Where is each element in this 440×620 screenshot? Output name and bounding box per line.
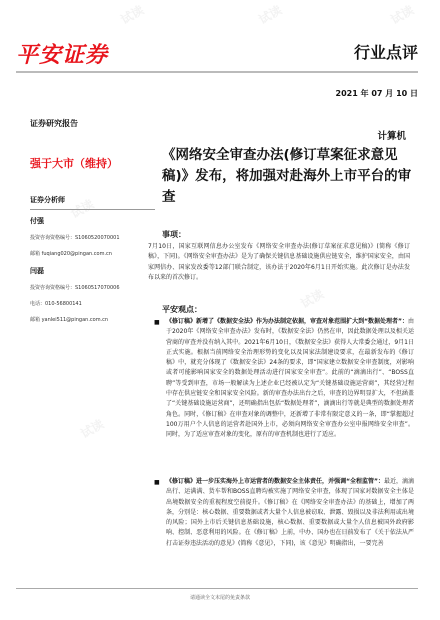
viewpoint-lead: 《修订稿》进一步压实海外上市运营者的数据安全主体责任，并强调“全程监管”：	[166, 478, 384, 485]
analyst-card	[30, 266, 150, 324]
watermark: 试读	[298, 286, 327, 311]
industry-rating: 强于大市（维持）	[30, 157, 118, 170]
footer-divider	[16, 588, 418, 589]
analyst-license: 投资咨询资格编号：S1060517070006	[30, 285, 120, 291]
viewpoint-paragraph	[166, 477, 414, 549]
watermark: 试读	[68, 196, 97, 221]
industry-label: 计算机	[377, 131, 406, 142]
disclaimer-note: 请通读全文末尾的免责条款	[189, 595, 250, 601]
watermark: 试读	[118, 2, 147, 27]
report-type: 证券研究报告	[30, 119, 78, 128]
events-paragraph: 7月10日，国家互联网信息办公室发布《网络安全审查办法(修订草案征求意见稿)》(简称《修订稿》，下同)。《网络安全审查办法》是为了确保关键信息基础设施供应链安全，维护国家安全，由国家网信办、国家发改委等12部门联合制定，该办法于2020年6月1日开始实施。此次修订是办法发布以来的首次修订。	[148, 243, 410, 281]
viewpoint-heading: 平安观点：	[162, 305, 202, 314]
viewpoint-lead: 《修订稿》新增了《数据安全法》作为办法制定依据，审查对象范围扩大到“数据处理者”：	[166, 318, 408, 325]
analyst-label: 证券分析师	[30, 196, 65, 204]
analyst-license: 投资咨询资格编号：S1060520070001	[30, 235, 120, 241]
document-type: 行业点评	[353, 43, 418, 62]
header-divider	[16, 71, 418, 73]
analyst-name: 付强	[30, 217, 44, 225]
report-headline: 《网络安全审查办法(修订草案征求意见稿)》发布，将加强对赴海外上市平台的审查	[162, 147, 412, 205]
analyst-divider	[30, 209, 155, 210]
watermark: 试读	[78, 416, 107, 441]
square-bullet-icon: ■	[154, 479, 160, 486]
analyst-card	[30, 216, 150, 258]
analyst-name: 闫磊	[30, 267, 44, 275]
viewpoint-paragraph	[166, 317, 414, 441]
analyst-email[interactable]: 邮箱 yanlei511@pingan.com.cn	[30, 317, 109, 323]
square-bullet-icon: ■	[154, 319, 160, 326]
brand-logo: 平安证券	[16, 43, 109, 68]
analyst-phone: 电话：010-56800141	[30, 301, 82, 307]
watermark: 试读	[338, 516, 367, 541]
watermark: 试读	[256, 2, 285, 27]
watermark: 试读	[388, 2, 417, 27]
report-date: 2021 年 07 月 10 日	[335, 89, 418, 98]
viewpoint-body: 由于2020年《网络安全审查办法》发布时，《数据安全法》仍然在审，因此数据处理以及相关运营商的审查并没有纳入其中。2021年6月10日，《数据安全法》获得人大常委会通过，9月1日正式实施。根据当前网络安全治理形势的变化以及国家法制建设要求，在最新发布的《修订稿》中，就充分体现了《数据安全法》24条的要求，即“国家建立数据安全审查制度，对影响或者可能影响国家安全的数据处理活动进行国家安全审查”。此前的“滴滴出行”、“BOSS直聘”等受到审查，市场一般解读为上述企业已经被认定为“关键基础设施运营商”，其经营过程中存在供应链安全和国家安全风险。新的审查办法出台之后，审查的边界明显扩大，不但涵盖了“关键基础设施运营商”，还明确指出包括“数据处理者”，滴滴出行等就是典型的数据处理者角色。同时，《修订稿》在审查对象的调整中，还新增了非常有限定意义的一条，即“掌握超过100万用户个人信息的运营者赴国外上市，必须向网络安全审查办公室申报网络安全审查”。同时，为了适应审查对象的变化，原有的审查机制也进行了适应。	[166, 318, 414, 439]
sidebar	[30, 118, 150, 324]
viewpoint-body: 最近，滴滴出行、运满满、货车帮和BOSS直聘均被实施了网络安全审查，体现了国家对数据安全主体是出境数据安全的重视程度空前提升。《修订稿》在《网络安全审查办法》的基础上，增加了两条，分别是：核心数据、重要数据或者大量个人信息被窃取、泄露、毁损以及非法利用或出境的风险；国外上市后关键信息基础设施，核心数据、重要数据或大量个人信息被国外政府影响、控制、恶意利用的风险。在《修订稿》上前，中办、国办也在日前发布了《关于依法从严打击证券违法活动的意见》(简称《意见》，下同)，该《意见》明确指出，一要完善	[166, 478, 414, 547]
analyst-email[interactable]: 邮箱 fuqiang020@pingan.com.cn	[30, 251, 112, 257]
events-heading: 事项：	[162, 230, 186, 239]
